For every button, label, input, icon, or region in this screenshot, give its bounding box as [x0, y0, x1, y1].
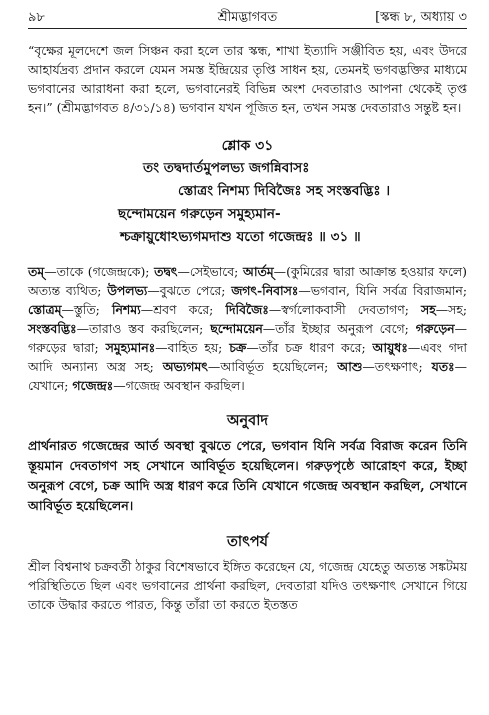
- synonym-term: তম্: [28, 264, 45, 279]
- book-title: শ্রীমদ্ভাগবত: [217, 10, 278, 25]
- verse-line: ছন্দোময়েন গরুড়েন সমুহ্যমান-: [118, 206, 281, 222]
- synonym-meaning: —ভগবান, যিনি সর্বত্র বিরাজমান;: [298, 283, 467, 298]
- synonyms-paragraph: [28, 262, 467, 395]
- synonym-meaning: —তৎক্ষণাৎ;: [362, 359, 432, 374]
- synonym-term: গজেন্দ্রঃ: [72, 378, 114, 393]
- synonym-term: আয়ুধঃ: [372, 340, 408, 355]
- synonym-term: ছন্দোময়েন: [210, 321, 263, 336]
- header-rule: [28, 28, 467, 29]
- chapter-reference: [স্কন্ধ ৮, অধ্যায় ৩: [375, 10, 467, 25]
- synonym-term: গরুড়েন: [415, 321, 455, 336]
- synonym-meaning: —তাঁর চক্র ধারণ করে;: [246, 340, 373, 355]
- intro-paragraph: “বৃক্ষের মূলদেশে জল সিঞ্চন করা হলে তার স্কন্ধ, শাখা ইত্যাদি সঞ্জীবিত হয়, এবং উদরে আহার্যদ্রব্য প্রদান করলে যেমন সমস্ত ইন্দ্রিয়ের তৃপ্তি সাধন হয়, তেমনই ভগবদ্ভক্তির মাধ্যমে ভগবানের আরাধনা করা হলে, ভগবানেরই বিভিন্ন অংশ দেবতারাও আপনা থেকেই তৃপ্ত হন।” (শ্রীমদ্ভাগবত ৪/৩১/১৪) ভগবান যখন পূজিত হন, তখন সমস্ত দেবতারাও সন্তুষ্ট হন।: [28, 43, 467, 115]
- synonym-term: জগৎ-নিবাসঃ: [231, 283, 299, 298]
- synonym-term: নিশম্য: [111, 302, 141, 317]
- synonym-meaning: —তাকে (গজেন্দ্রকে);: [44, 264, 155, 279]
- synonym-meaning: —সেইভাবে;: [177, 264, 244, 279]
- page-header: [28, 0, 467, 30]
- synonym-term: আশু: [337, 359, 363, 374]
- synonym-meaning: —সহ;: [435, 302, 467, 317]
- synonym-term: চক্র: [229, 340, 247, 355]
- synonym-meaning: —এবং গদা আদি অন্যান্য অস্ত্র সহ;: [28, 340, 467, 374]
- verse-line: স্তোত্রং নিশম্য দিবিজৈঃ সহ সংস্তবদ্ভিঃ ।: [178, 183, 391, 199]
- verse-text: [28, 157, 467, 249]
- synonym-term: সমুহ্যমানঃ: [105, 340, 156, 355]
- synonym-meaning: —শ্রবণ করে;: [140, 302, 226, 317]
- purport-title: তাৎপর্য: [226, 533, 269, 550]
- verse-line: তং তদ্বদার্তমুপলভ্য জগন্নিবাসঃ: [143, 160, 310, 176]
- synonym-meaning: —যেখানে;: [28, 359, 468, 393]
- verse-line: শ্চক্রায়ুধোঽভ্যগমদাশু যতো গজেন্দ্রঃ ॥ ৩১ ॥: [120, 229, 361, 245]
- synonym-term: সহ: [421, 302, 436, 317]
- synonym-term: আর্তম্: [243, 264, 274, 279]
- synonym-term: সংস্তবদ্ভিঃ: [28, 321, 77, 336]
- translation-title: অনুবাদ: [226, 412, 269, 429]
- synonym-meaning: —স্তুতি;: [61, 302, 112, 317]
- synonym-term: তদ্বৎ: [154, 264, 178, 279]
- synonym-meaning: —আবির্ভূত হয়েছিলেন;: [207, 359, 338, 374]
- synonym-term: উপলভ্য: [107, 283, 148, 298]
- synonym-meaning: —(কুমিরের দ্বারা আক্রান্ত হওয়ার ফলে) অত্যন্ত ব্যথিত;: [28, 264, 467, 298]
- synonym-meaning: —গজেন্দ্র অবস্থান করছিল।: [113, 378, 245, 393]
- synonym-term: অভ্যগমৎ: [162, 359, 208, 374]
- synonym-term: স্তোত্রম্: [28, 302, 62, 317]
- page-number: ৯৮: [28, 10, 45, 25]
- synonym-meaning: —বাহিত হয়;: [155, 340, 230, 355]
- translation-text: প্রার্থনারত গজেন্দ্রের আর্ত অবস্থা বুঝতে পেরে, ভগবান যিনি সর্বত্র বিরাজ করেন তিনি স্তূয়মান দেবতাগণ সহ সেখানে আবির্ভূত হয়েছিলেন। গরুড়পৃষ্ঠে আরোহণ করে, ইচ্ছা অনুরূপ বেগে, চক্র আদি অস্ত্র ধারণ করে তিনি যেখানে গজেন্দ্র অবস্থান করছিল, সেখানে আবির্ভূত হয়েছিলেন।: [28, 438, 467, 513]
- synonym-term: যতঃ: [431, 359, 455, 374]
- synonym-term: দিবিজৈঃ: [225, 302, 269, 317]
- synonym-meaning: —তাঁর ইচ্ছার অনুরূপ বেগে;: [262, 321, 416, 336]
- synonym-meaning: —গরুড়ের দ্বারা;: [28, 321, 467, 355]
- synonym-meaning: —স্বর্গলোকবাসী দেবতাগণ;: [268, 302, 422, 317]
- synonym-meaning: —তারাও স্তব করছিলেন;: [76, 321, 211, 336]
- synonym-meaning: —বুঝতে পেরে;: [147, 283, 232, 298]
- purport-text: শ্রীল বিশ্বনাথ চক্রবর্তী ঠাকুর বিশেষভাবে ইঙ্গিত করেছেন যে, গজেন্দ্র যেহেতু অত্যন্ত সঙ্কটময় পরিস্থিতিতে ছিল এবং ভগবানের প্রার্থনা করছিল, দেবতারা যদিও তৎক্ষণাৎ সেখানে গিয়ে তাকে উদ্ধার করতে পারত, কিন্তু তাঁরা তা করতে ইতস্তত: [28, 559, 467, 612]
- verse-number: শ্লোক ৩১: [221, 138, 274, 154]
